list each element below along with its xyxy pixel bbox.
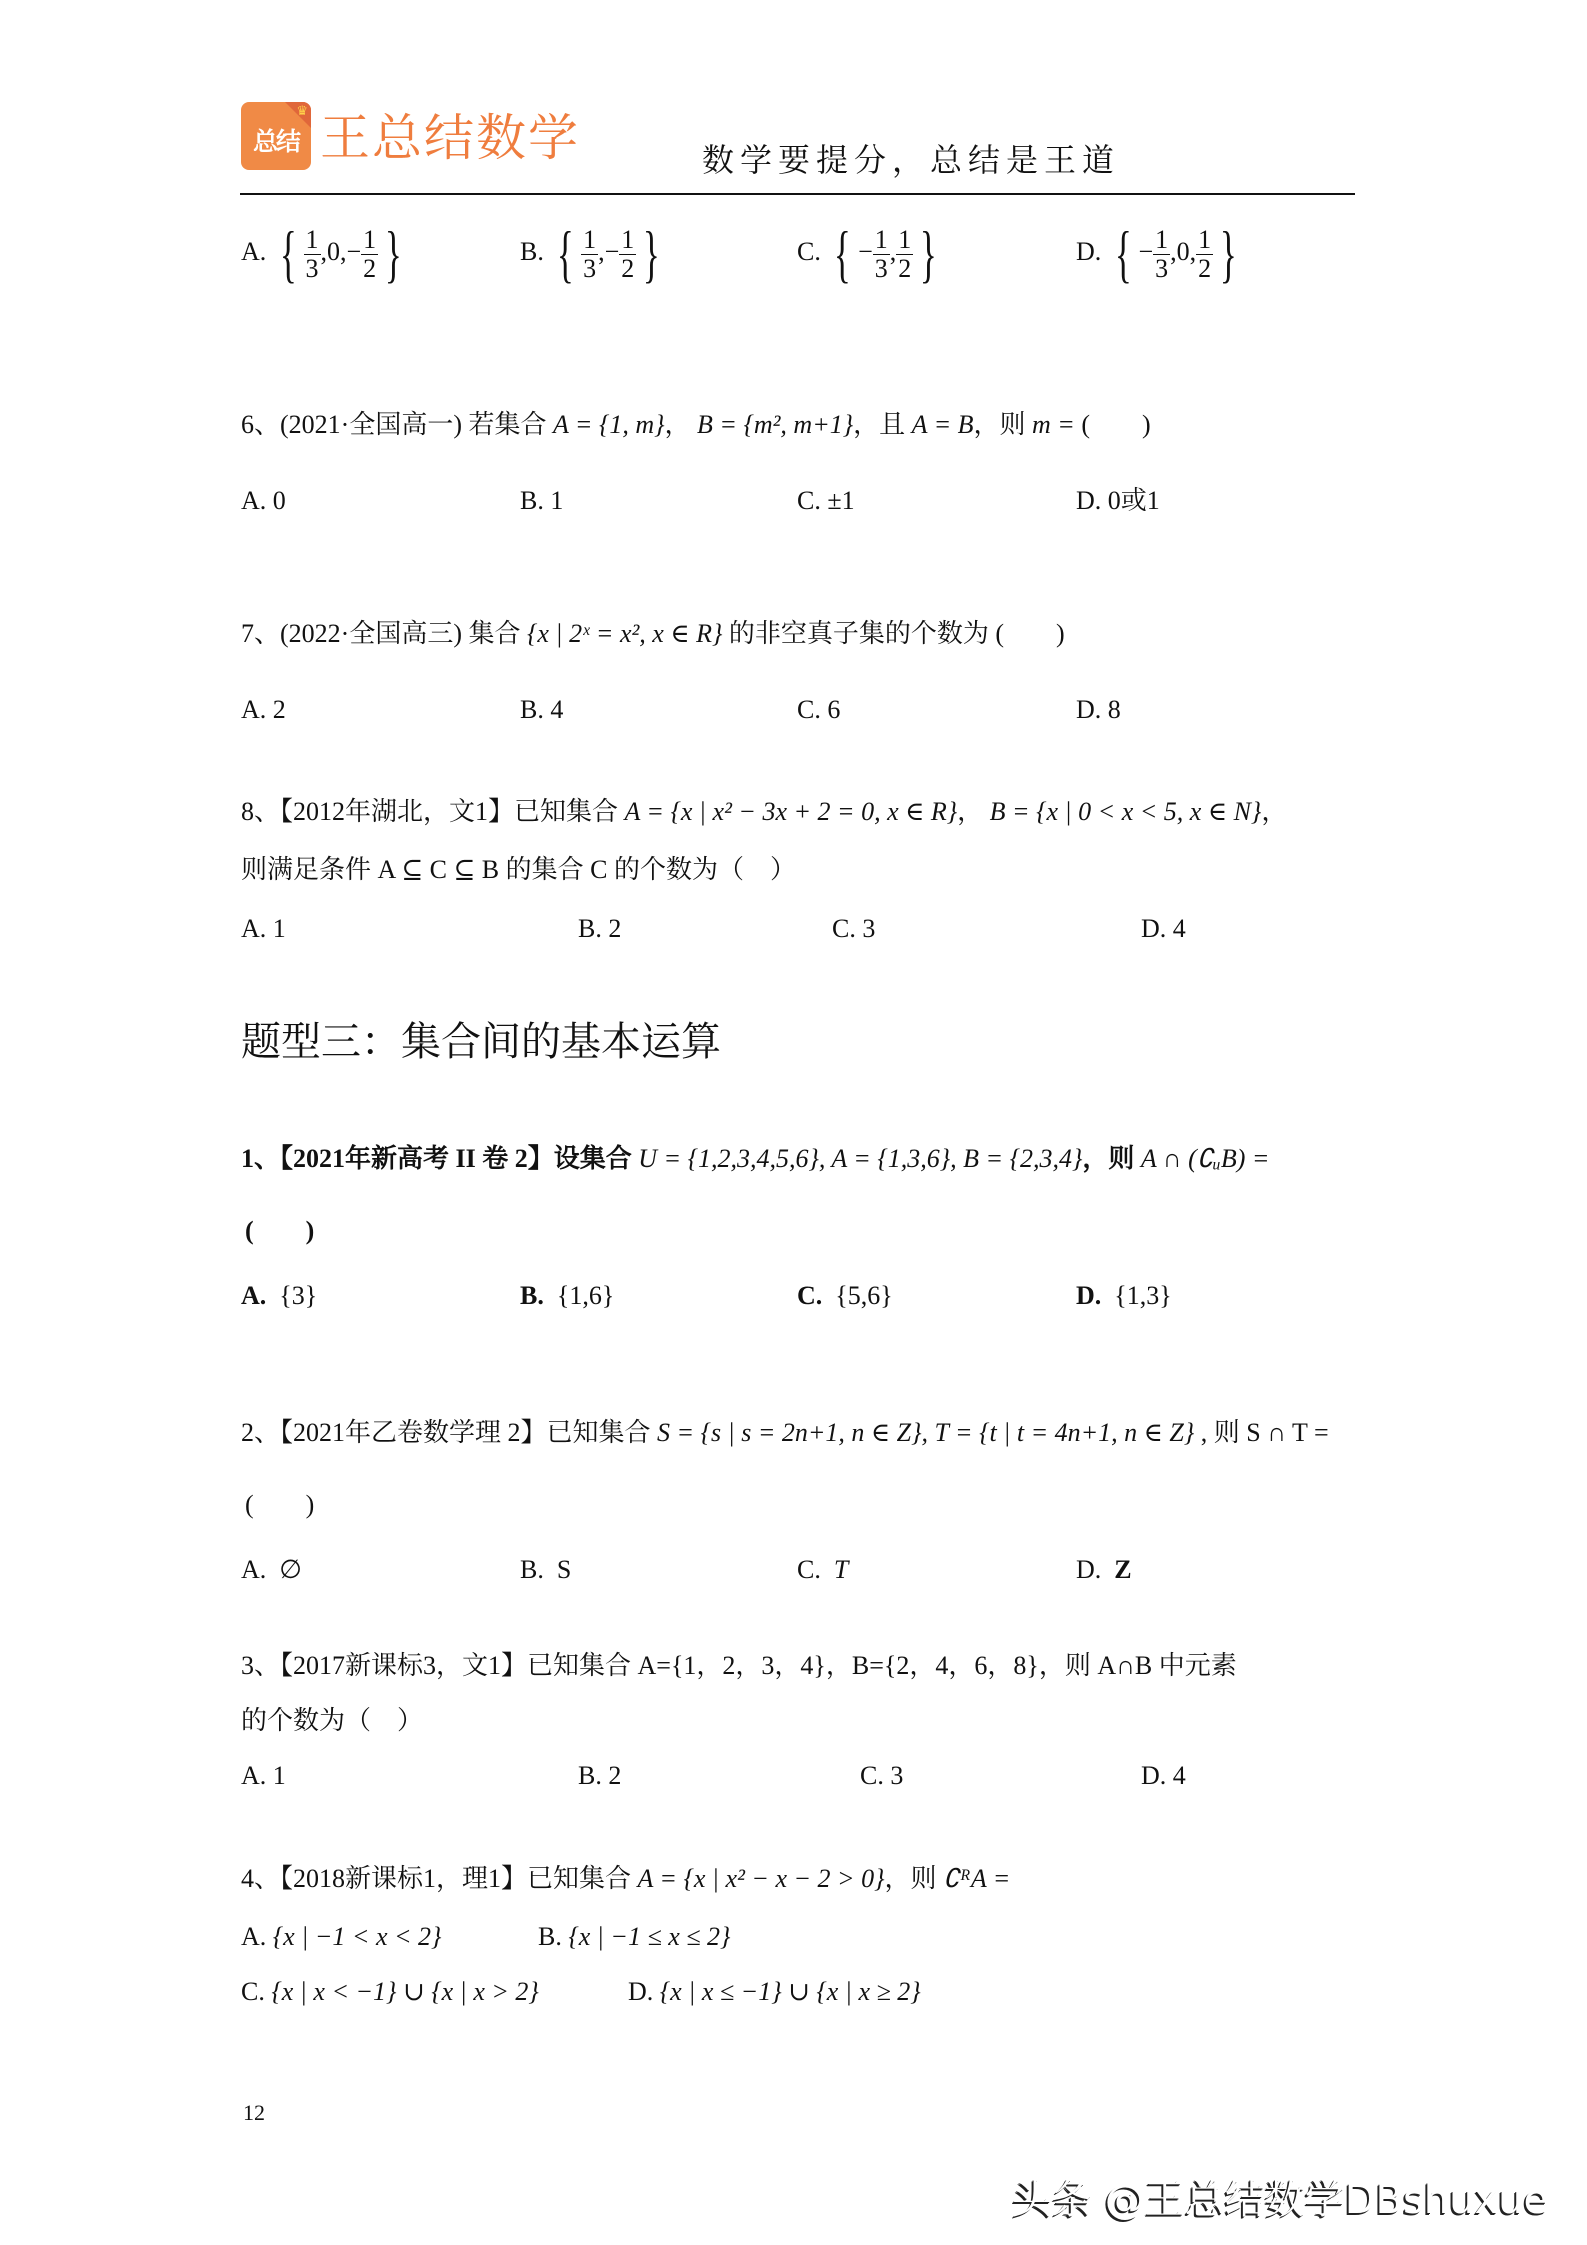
q6-option-d: D. 0或1 [1076, 486, 1160, 515]
option-label: C. [797, 236, 821, 266]
q8-end: ， [1261, 797, 1288, 826]
s3q3-option-d: D. 4 [1141, 1761, 1186, 1790]
q7-option-c: C. 6 [797, 695, 841, 724]
q8-option-a: A. 1 [241, 914, 286, 943]
s3q2-option-c: C. T [797, 1555, 849, 1584]
s3q3-option-c: C. 3 [860, 1761, 904, 1790]
option-label: B. [520, 236, 544, 266]
q7-option-b: B. 4 [520, 695, 564, 724]
q6-math-a: A = {1, m} [552, 410, 665, 439]
q8-option-c: C. 3 [832, 914, 876, 943]
s3q3-stem: 3、【2017新课标3，文1】已知集合 A={1，2，3，4}，B={2，4，6，8}，则 A∩B 中元素 [241, 1651, 1237, 1680]
s3q1-option-b: B. {1,6} [520, 1281, 615, 1310]
s3q1-prefix: 1、【2021年新高考 II 卷 2】设集合 [241, 1144, 632, 1173]
s3q1-math: U = {1,2,3,4,5,6}, A = {1,3,6}, B = {2,3,4} [638, 1144, 1083, 1173]
s3q1-math2: A ∩ (∁ᵤB) = [1140, 1144, 1270, 1173]
s3q1-mid: ，则 [1082, 1144, 1135, 1173]
q7-option-a: A. 2 [241, 695, 286, 724]
q6-math-b: B = {m², m+1} [697, 410, 854, 439]
header-slogan: 数学要提分，总结是王道 [702, 141, 1121, 179]
q7-option-d: D. 8 [1076, 695, 1121, 724]
q7-end: 的非空真子集的个数为 [728, 619, 989, 648]
s3q2-prefix: 2、【2021年乙卷数学理 2】已知集合 [241, 1418, 651, 1447]
s3q4-prefix: 4、【2018新课标1，理1】已知集合 [241, 1864, 632, 1893]
s3q4-math: A = {x | x² − x − 2 > 0} [637, 1864, 885, 1893]
q6-stem [241, 408, 1151, 442]
s3q4-stem [241, 1862, 1010, 1896]
s3q1-stem [241, 1142, 1269, 1176]
q8-stem [241, 795, 1287, 829]
q5-option-d: D. { − $\frac{1}{3}$ ,0, $\frac{1}{2}$ } [1076, 218, 1237, 289]
q6-math-eq: A = B [911, 410, 974, 439]
crown-icon: ♛ [296, 103, 308, 118]
sep: ， [664, 410, 691, 439]
q6-end: ，则 [973, 410, 1026, 439]
q5-option-b: B. { $\frac{1}{3}$ ,− $\frac{1}{2}$ } [520, 218, 661, 289]
q8-math-b: B = {x | 0 < x < 5, x ∈ N} [989, 797, 1262, 826]
s3q4-option-d: D. {x | x ≤ −1} ∪ {x | x ≥ 2} [628, 1977, 921, 2006]
q5-option-a: A. { $\frac{1}{3}$ ,0,− $\frac{1}{2}$ } [241, 218, 402, 289]
watermark: 头条 @王总结数学DBshuxue [1012, 2177, 1549, 2223]
s3q3-stem-line2: 的个数为（ ） [241, 1706, 424, 1735]
q6-option-b: B. 1 [520, 486, 564, 515]
s3q3-option-b: B. 2 [578, 1761, 622, 1790]
q6-mid: ，且 [853, 410, 906, 439]
s3q4-option-c: C. {x | x < −1} ∪ {x | x > 2} [241, 1977, 539, 2006]
s3q2-math: S = {s | s = 2n+1, n ∈ Z}, T = {t | t = 4n+1, n ∈ Z} [657, 1418, 1195, 1447]
s3q2-end: , 则 S ∩ T = [1200, 1418, 1329, 1447]
q8-stem-line2: 则满足条件 A ⊆ C ⊆ B 的集合 C 的个数为（ ） [241, 855, 796, 884]
sep: ， [957, 797, 984, 826]
answer-blank: ( ) [245, 1490, 315, 1519]
q6-option-a: A. 0 [241, 486, 286, 515]
s3q1-option-c: C. {5,6} [797, 1281, 893, 1310]
logo-text: 王总结数学 [320, 109, 580, 167]
option-label: A. [241, 236, 267, 266]
option-label: D. [1076, 236, 1102, 266]
q8-prefix: 8、【2012年湖北，文1】已知集合 [241, 797, 619, 826]
q7-prefix: 7、(2022·全国高三) 集合 [241, 619, 521, 648]
q5-option-c: C. { − $\frac{1}{3}$ , $\frac{1}{2}$ } [797, 218, 938, 289]
s3q2-option-d: D. Z [1076, 1555, 1132, 1584]
q6-option-c: C. ±1 [797, 486, 855, 515]
page-number: 12 [243, 2100, 265, 2125]
s3q4-math2: ∁ᴿA = [942, 1864, 1011, 1893]
answer-blank: ( ) [1081, 410, 1151, 439]
s3q4-option-a: A. {x | −1 < x < 2} [241, 1922, 442, 1951]
s3q1-option-a: A. {3} [241, 1281, 318, 1310]
logo-badge-text: 总结 [252, 127, 299, 156]
section-heading: 题型三：集合间的基本运算 [241, 1019, 721, 1065]
q8-math-a: A = {x | x² − 3x + 2 = 0, x ∈ R} [624, 797, 958, 826]
q8-option-d: D. 4 [1141, 914, 1186, 943]
s3q2-option-b: B. S [520, 1555, 572, 1584]
s3q1-option-d: D. {1,3} [1076, 1281, 1172, 1310]
s3q4-option-b: B. {x | −1 ≤ x ≤ 2} [538, 1922, 731, 1951]
q6-prefix: 6、(2021·全国高一) 若集合 [241, 410, 547, 439]
s3q2-stem [241, 1416, 1329, 1450]
q7-stem [241, 617, 1065, 651]
s3q2-option-a: A. ∅ [241, 1555, 302, 1584]
s3q3-option-a: A. 1 [241, 1761, 286, 1790]
answer-blank: ( ) [245, 1216, 315, 1245]
q8-option-b: B. 2 [578, 914, 622, 943]
q6-math-m: m = [1032, 410, 1075, 439]
answer-blank: ( ) [995, 619, 1065, 648]
s3q4-end: ，则 [884, 1864, 937, 1893]
header-divider [240, 193, 1355, 195]
q7-math: {x | 2ˣ = x², x ∈ R} [526, 619, 723, 648]
logo-badge [241, 102, 311, 170]
